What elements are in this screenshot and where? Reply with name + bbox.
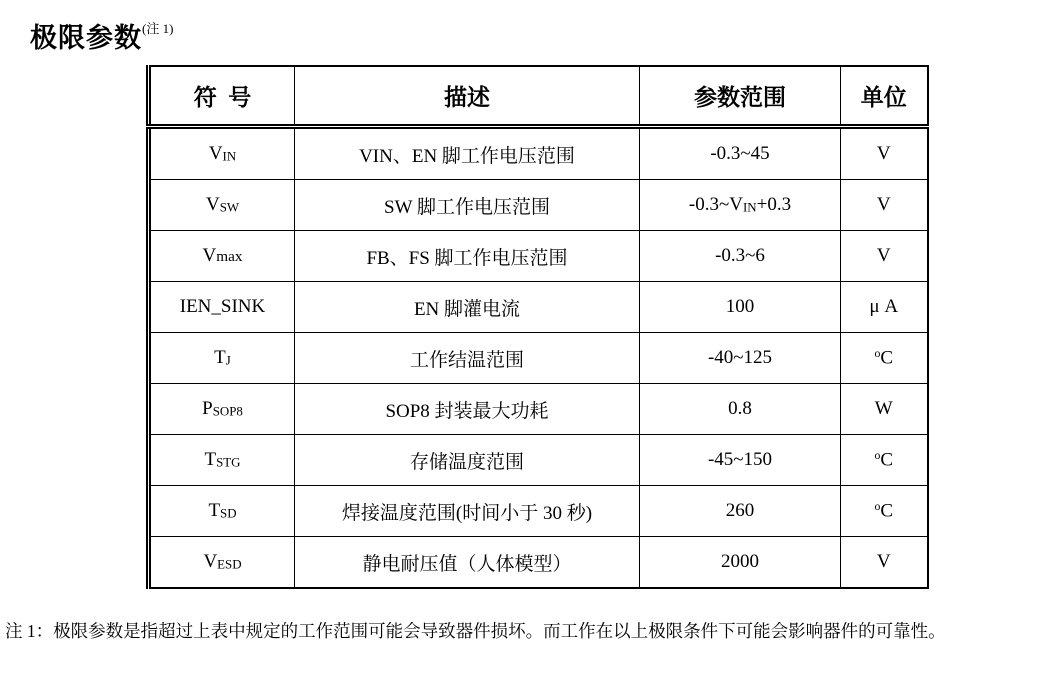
- symbol-cell: VSW: [149, 180, 295, 231]
- unit-cell: V: [841, 127, 928, 180]
- table-row: [149, 435, 928, 486]
- desc-cell: 静电耐压值（人体模型）: [295, 537, 640, 589]
- symbol-cell: VESD: [149, 537, 295, 589]
- page-title-text: 极限参数: [30, 23, 142, 53]
- table-row: [149, 231, 928, 282]
- desc-cell: EN 脚灌电流: [295, 282, 640, 333]
- unit-cell: V: [841, 537, 928, 589]
- range-cell: 260: [640, 486, 841, 537]
- symbol-cell: TJ: [149, 333, 295, 384]
- desc-cell: VIN、EN 脚工作电压范围: [295, 127, 640, 180]
- ratings-table: [146, 65, 929, 589]
- desc-cell: 工作结温范围: [295, 333, 640, 384]
- range-cell: -0.3~45: [640, 127, 841, 180]
- range-cell: -0.3~VIN+0.3: [640, 180, 841, 231]
- footnote: 注 1：极限参数是指超过上表中规定的工作范围可能会导致器件损坏。而工作在以上极限条件下可能会影响器件的可靠性。: [5, 621, 946, 641]
- range-cell: -0.3~6: [640, 231, 841, 282]
- symbol-cell: IEN_SINK: [149, 282, 295, 333]
- table-header-row: [149, 66, 928, 127]
- unit-cell: μ A: [841, 282, 928, 333]
- unit-cell: $^o$C: [841, 333, 928, 384]
- desc-cell: 焊接温度范围(时间小于 30 秒): [295, 486, 640, 537]
- header-cell: 符 号: [149, 66, 295, 127]
- table-row: [149, 180, 928, 231]
- range-cell: 100: [640, 282, 841, 333]
- table-row: [149, 384, 928, 435]
- symbol-cell: VIN: [149, 127, 295, 180]
- unit-cell: V: [841, 231, 928, 282]
- header-cell: 单位: [841, 66, 928, 127]
- unit-cell: W: [841, 384, 928, 435]
- symbol-cell: PSOP8: [149, 384, 295, 435]
- unit-cell: $^o$C: [841, 435, 928, 486]
- range-cell: -45~150: [640, 435, 841, 486]
- symbol-cell: TSTG: [149, 435, 295, 486]
- symbol-cell: TSD: [149, 486, 295, 537]
- title-footnote-ref: (注 1): [142, 21, 174, 36]
- table-row: [149, 537, 928, 589]
- header-cell: 描述: [295, 66, 640, 127]
- unit-cell: V: [841, 180, 928, 231]
- header-cell: 参数范围: [640, 66, 841, 127]
- table-row: [149, 333, 928, 384]
- range-cell: -40~125: [640, 333, 841, 384]
- desc-cell: SOP8 封装最大功耗: [295, 384, 640, 435]
- range-cell: 0.8: [640, 384, 841, 435]
- symbol-cell: Vmax: [149, 231, 295, 282]
- range-cell: 2000: [640, 537, 841, 589]
- desc-cell: 存储温度范围: [295, 435, 640, 486]
- desc-cell: SW 脚工作电压范围: [295, 180, 640, 231]
- desc-cell: FB、FS 脚工作电压范围: [295, 231, 640, 282]
- page-title: [30, 13, 173, 54]
- unit-cell: $^o$C: [841, 486, 928, 537]
- table-row: [149, 127, 928, 180]
- table-body: [149, 127, 928, 589]
- table-row: [149, 282, 928, 333]
- table-row: [149, 486, 928, 537]
